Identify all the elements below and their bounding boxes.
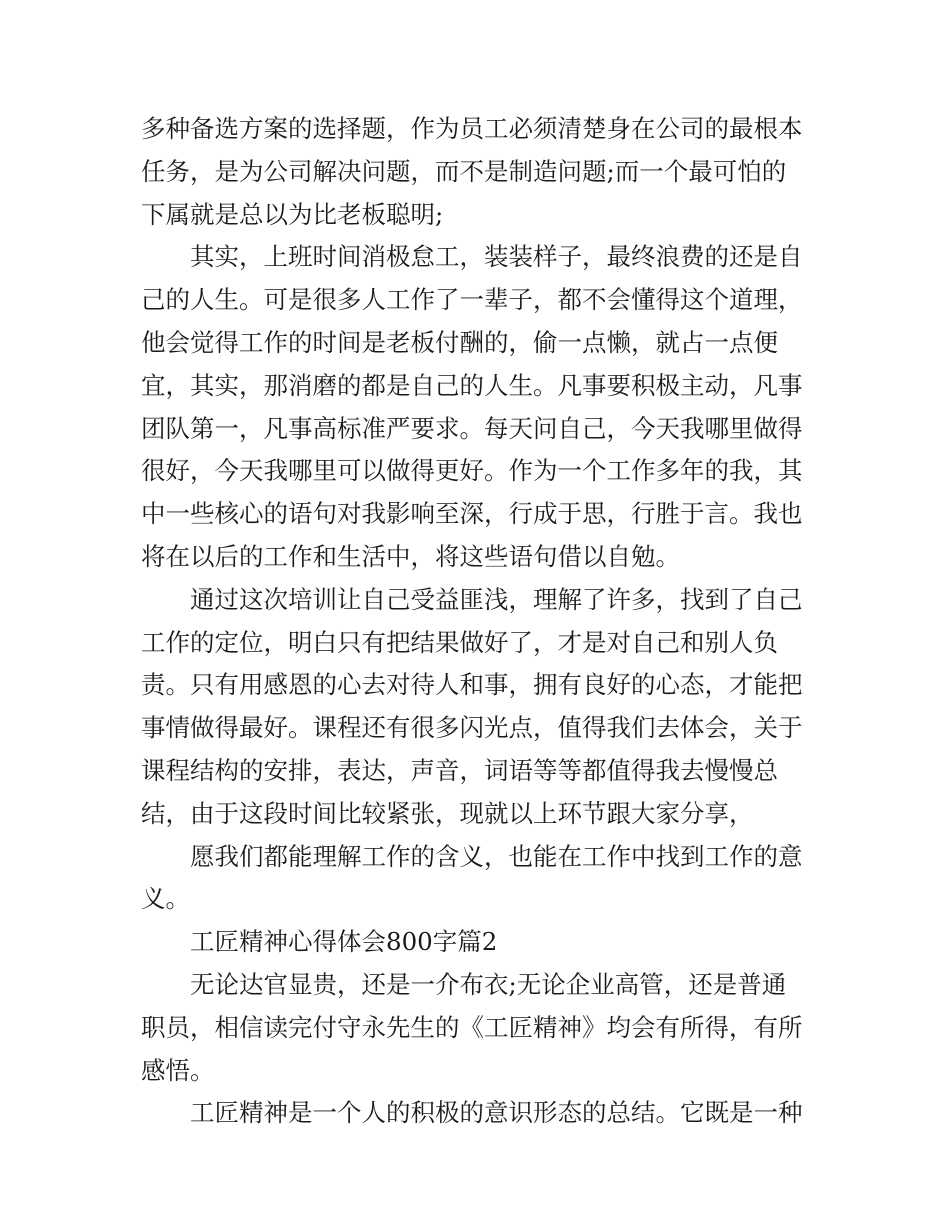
text-line: 课程结构的安排，表达，声音，词语等等都值得我去慢慢总	[141, 755, 778, 785]
document-body	[141, 108, 813, 1135]
text-line: 宜，其实，那消磨的都是自己的人生。凡事要积极主动，凡事	[141, 370, 803, 400]
paragraph-first-line: 工匠精神心得体会800字篇2	[190, 927, 498, 957]
text-line: 中一些核心的语句对我影响至深，行成于思，行胜于言。我也	[141, 499, 803, 529]
text-line: 工作的定位，明白只有把结果做好了，才是对自己和别人负	[141, 627, 778, 657]
text-line: 多种备选方案的选择题，作为员工必须清楚身在公司的最根本	[141, 114, 803, 143]
text-line: 下属就是总以为比老板聪明;	[141, 199, 444, 229]
text-line: 义。	[141, 884, 190, 914]
text-line: 任务，是为公司解决问题，而不是制造问题;而一个最可怕的	[141, 156, 787, 186]
text-line: 他会觉得工作的时间是老板付酬的，偷一点懒，就占一点便	[141, 327, 778, 357]
paragraph-first-line: 通过这次培训让自己受益匪浅，理解了许多，找到了自己	[190, 584, 803, 614]
text-line: 责。只有用感恩的心去对待人和事，拥有良好的心态，才能把	[141, 670, 803, 700]
text-line: 感悟。	[141, 1055, 215, 1085]
text-line: 职员，相信读完付守永先生的《工匠精神》均会有所得，有所	[141, 1012, 803, 1042]
text-line: 己的人生。可是很多人工作了一辈子，都不会懂得这个道理，	[141, 285, 803, 315]
text-line: 将在以后的工作和生活中，将这些语句借以自勉。	[141, 541, 680, 571]
text-line: 事情做得最好。课程还有很多闪光点，值得我们去体会，关于	[141, 713, 803, 743]
paragraph-first-line: 愿我们都能理解工作的含义，也能在工作中找到工作的意	[190, 841, 803, 871]
paragraph-first-line: 其实，上班时间消极怠工，装装样子，最终浪费的还是自	[190, 242, 803, 272]
text-line: 很好，今天我哪里可以做得更好。作为一个工作多年的我，其	[141, 456, 803, 486]
paragraph-first-line: 工匠精神是一个人的积极的意识形态的总结。它既是一种	[190, 1098, 803, 1128]
text-line: 结，由于这段时间比较紧张，现就以上环节跟大家分享，	[141, 798, 754, 828]
text-line: 团队第一，凡事高标准严要求。每天问自己，今天我哪里做得	[141, 413, 803, 443]
paragraph-first-line: 无论达官显贵，还是一介布衣;无论企业高管，还是普通	[190, 969, 787, 999]
